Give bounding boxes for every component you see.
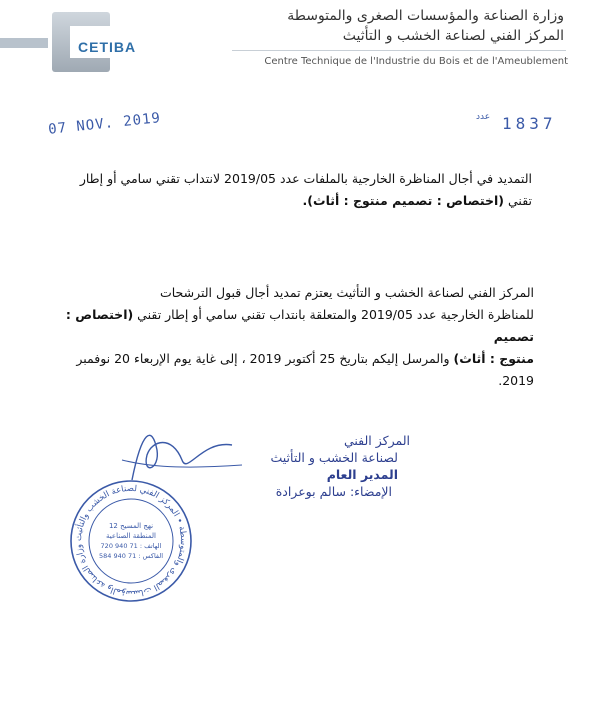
signature-name: الإمضاء: سالم بوعرادة <box>275 484 392 499</box>
body-line-3-bold: منتوج : أثاث) <box>453 351 534 366</box>
subject-specialty: (اختصاص : تصميم منتوج : أثاث). <box>302 193 505 208</box>
header-arabic <box>287 6 564 46</box>
signature-line-2: لصناعة الخشب و التأثيث <box>270 450 398 465</box>
signature-title: المدير العام <box>326 467 398 482</box>
date-stamp: 07 NOV. 2019 <box>47 110 162 138</box>
body-line-1: المركز الفني لصناعة الخشب و التأثيث يعتزم تمديد أجال قبول الترشحات <box>159 285 534 300</box>
body-paragraph <box>58 282 534 392</box>
stamp-outer-text: وزارة الصناعة والمؤسسات الصغرى والمتوسطة • المركز الفني لصناعة الخشب والتأثيث <box>73 483 189 599</box>
body-line-2-bold: (اختصاص : تصميم <box>65 307 534 344</box>
official-stamp <box>68 478 194 604</box>
subject-line-1: التمديد في أجال المناظرة الخارجية بالملفات عدد 2019/05 لانتداب تقني سامي أو إطار <box>79 171 532 186</box>
reference-mark: عدد <box>476 112 491 122</box>
cetiba-logo <box>0 12 200 72</box>
signature-line-1: المركز الفني <box>343 433 410 448</box>
subject-paragraph <box>60 168 532 212</box>
subject-line-2 <box>60 190 532 212</box>
header-divider <box>232 50 566 51</box>
stamp-inner-line-2: المنطقة الصناعية <box>106 532 156 540</box>
stamp-inner-line-1: 12 نهج المسيح <box>108 522 154 530</box>
logo-bar-shape <box>0 38 48 48</box>
body-line-2-text: للمناظرة الخارجية عدد 2019/05 والمتعلقة بانتداب تقني سامي أو إطار تقني <box>133 307 534 322</box>
logo-text: CETIBA <box>78 39 137 55</box>
stamp-inner-line-3: الهاتف : 71 940 720 <box>100 542 162 550</box>
centre-name-french: Centre Technique de l'Industrie du Bois et de l'Ameublement <box>264 56 568 67</box>
signature-block <box>170 432 410 500</box>
ministry-line: وزارة الصناعة والمؤسسات الصغرى والمتوسطة <box>287 8 564 24</box>
body-line-3-text: والمرسل إليكم بتاريخ 25 أكتوبر 2019 ، إلى غاية يوم الإربعاء 20 نوفمبر 2019. <box>76 351 534 388</box>
subject-line-2-text: تقني <box>504 193 532 208</box>
centre-line: المركز الفني لصناعة الخشب و التأثيث <box>342 28 564 44</box>
body-line-3 <box>58 348 534 392</box>
body-line-2 <box>58 304 534 348</box>
reference-number: 1837 <box>502 114 557 133</box>
stamp-inner-line-4: الفاكس : 71 940 584 <box>98 552 164 560</box>
